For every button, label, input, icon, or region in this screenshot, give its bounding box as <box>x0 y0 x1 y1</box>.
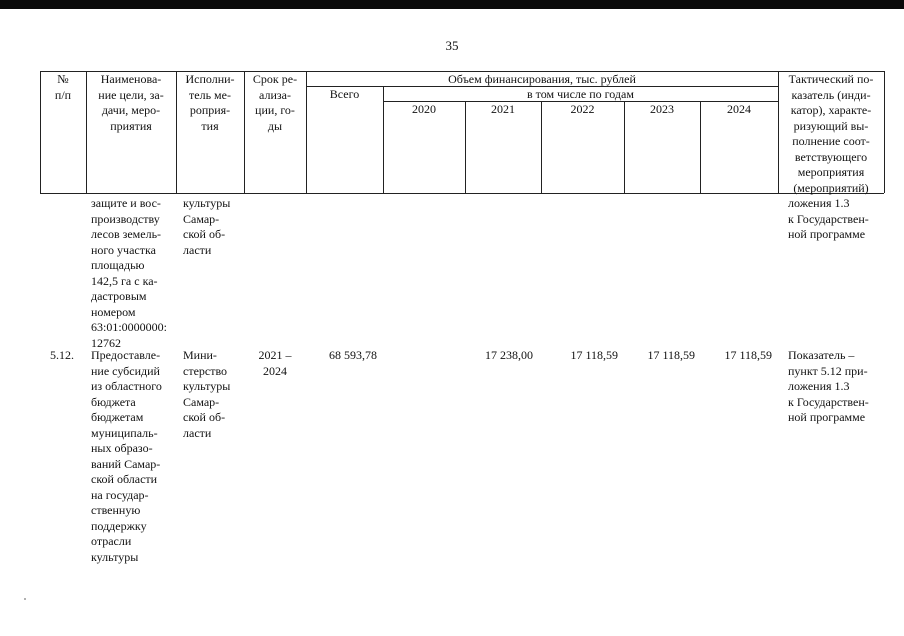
scan-top-border <box>0 0 904 9</box>
row-name: защите и вос- производству лесов земель- ного участка площадью 142,5 га с ка- дастровым номером 63:01:0000000: 12762 <box>91 196 168 350</box>
header-year: 2023 <box>650 102 674 116</box>
header-year: 2024 <box>727 102 751 116</box>
header-executor: Исполни- тель ме- роприя- тия <box>185 72 235 133</box>
header-num: № п/п <box>54 72 72 102</box>
row-year-value: 17 238,00 <box>485 348 533 362</box>
row-year-value: 17 118,59 <box>724 348 772 362</box>
page-number: 35 <box>445 38 459 53</box>
row-name: Предоставле- ние субсидий из областного бюджета бюджетам муниципаль- ных образо- ваний Самар- ской области на государ- ственную поддержку отрасли культуры <box>91 348 162 564</box>
row-year-value: 17 118,59 <box>647 348 695 362</box>
scan-speck <box>24 598 26 600</box>
header-year: 2020 <box>412 102 436 116</box>
header-by-years: в том числе по годам <box>527 87 634 101</box>
header-total: Всего <box>329 87 360 101</box>
row-indicator: Показатель – пункт 5.12 при- ложения 1.3 к Государствен- ной программе <box>788 348 869 424</box>
row-term: 2021 – 2024 <box>258 348 292 378</box>
row-executor: культуры Самар- ской об- ласти <box>183 196 231 257</box>
row-indicator: ложения 1.3 к Государствен- ной программе <box>788 196 869 241</box>
header-year: 2022 <box>570 102 595 116</box>
row-num: 5.12. <box>50 348 74 362</box>
header-funding: Объем финансирования, тыс. рублей <box>448 72 636 86</box>
header-term: Срок ре- ализа- ции, го- ды <box>252 72 298 133</box>
header-indicator: Тактический по- казатель (инди- катор), характе- ризующий вы- полнение соот- ветствующего мероприятия (мероприятий) <box>788 72 874 195</box>
row-executor: Мини- стерство культуры Самар- ской об- ласти <box>183 348 231 440</box>
header-name: Наименова- ние цели, за- дачи, меро- приятия <box>98 72 164 133</box>
row-total: 68 593,78 <box>329 348 377 362</box>
row-year-value: 17 118,59 <box>570 348 618 362</box>
header-year: 2021 <box>491 102 515 116</box>
